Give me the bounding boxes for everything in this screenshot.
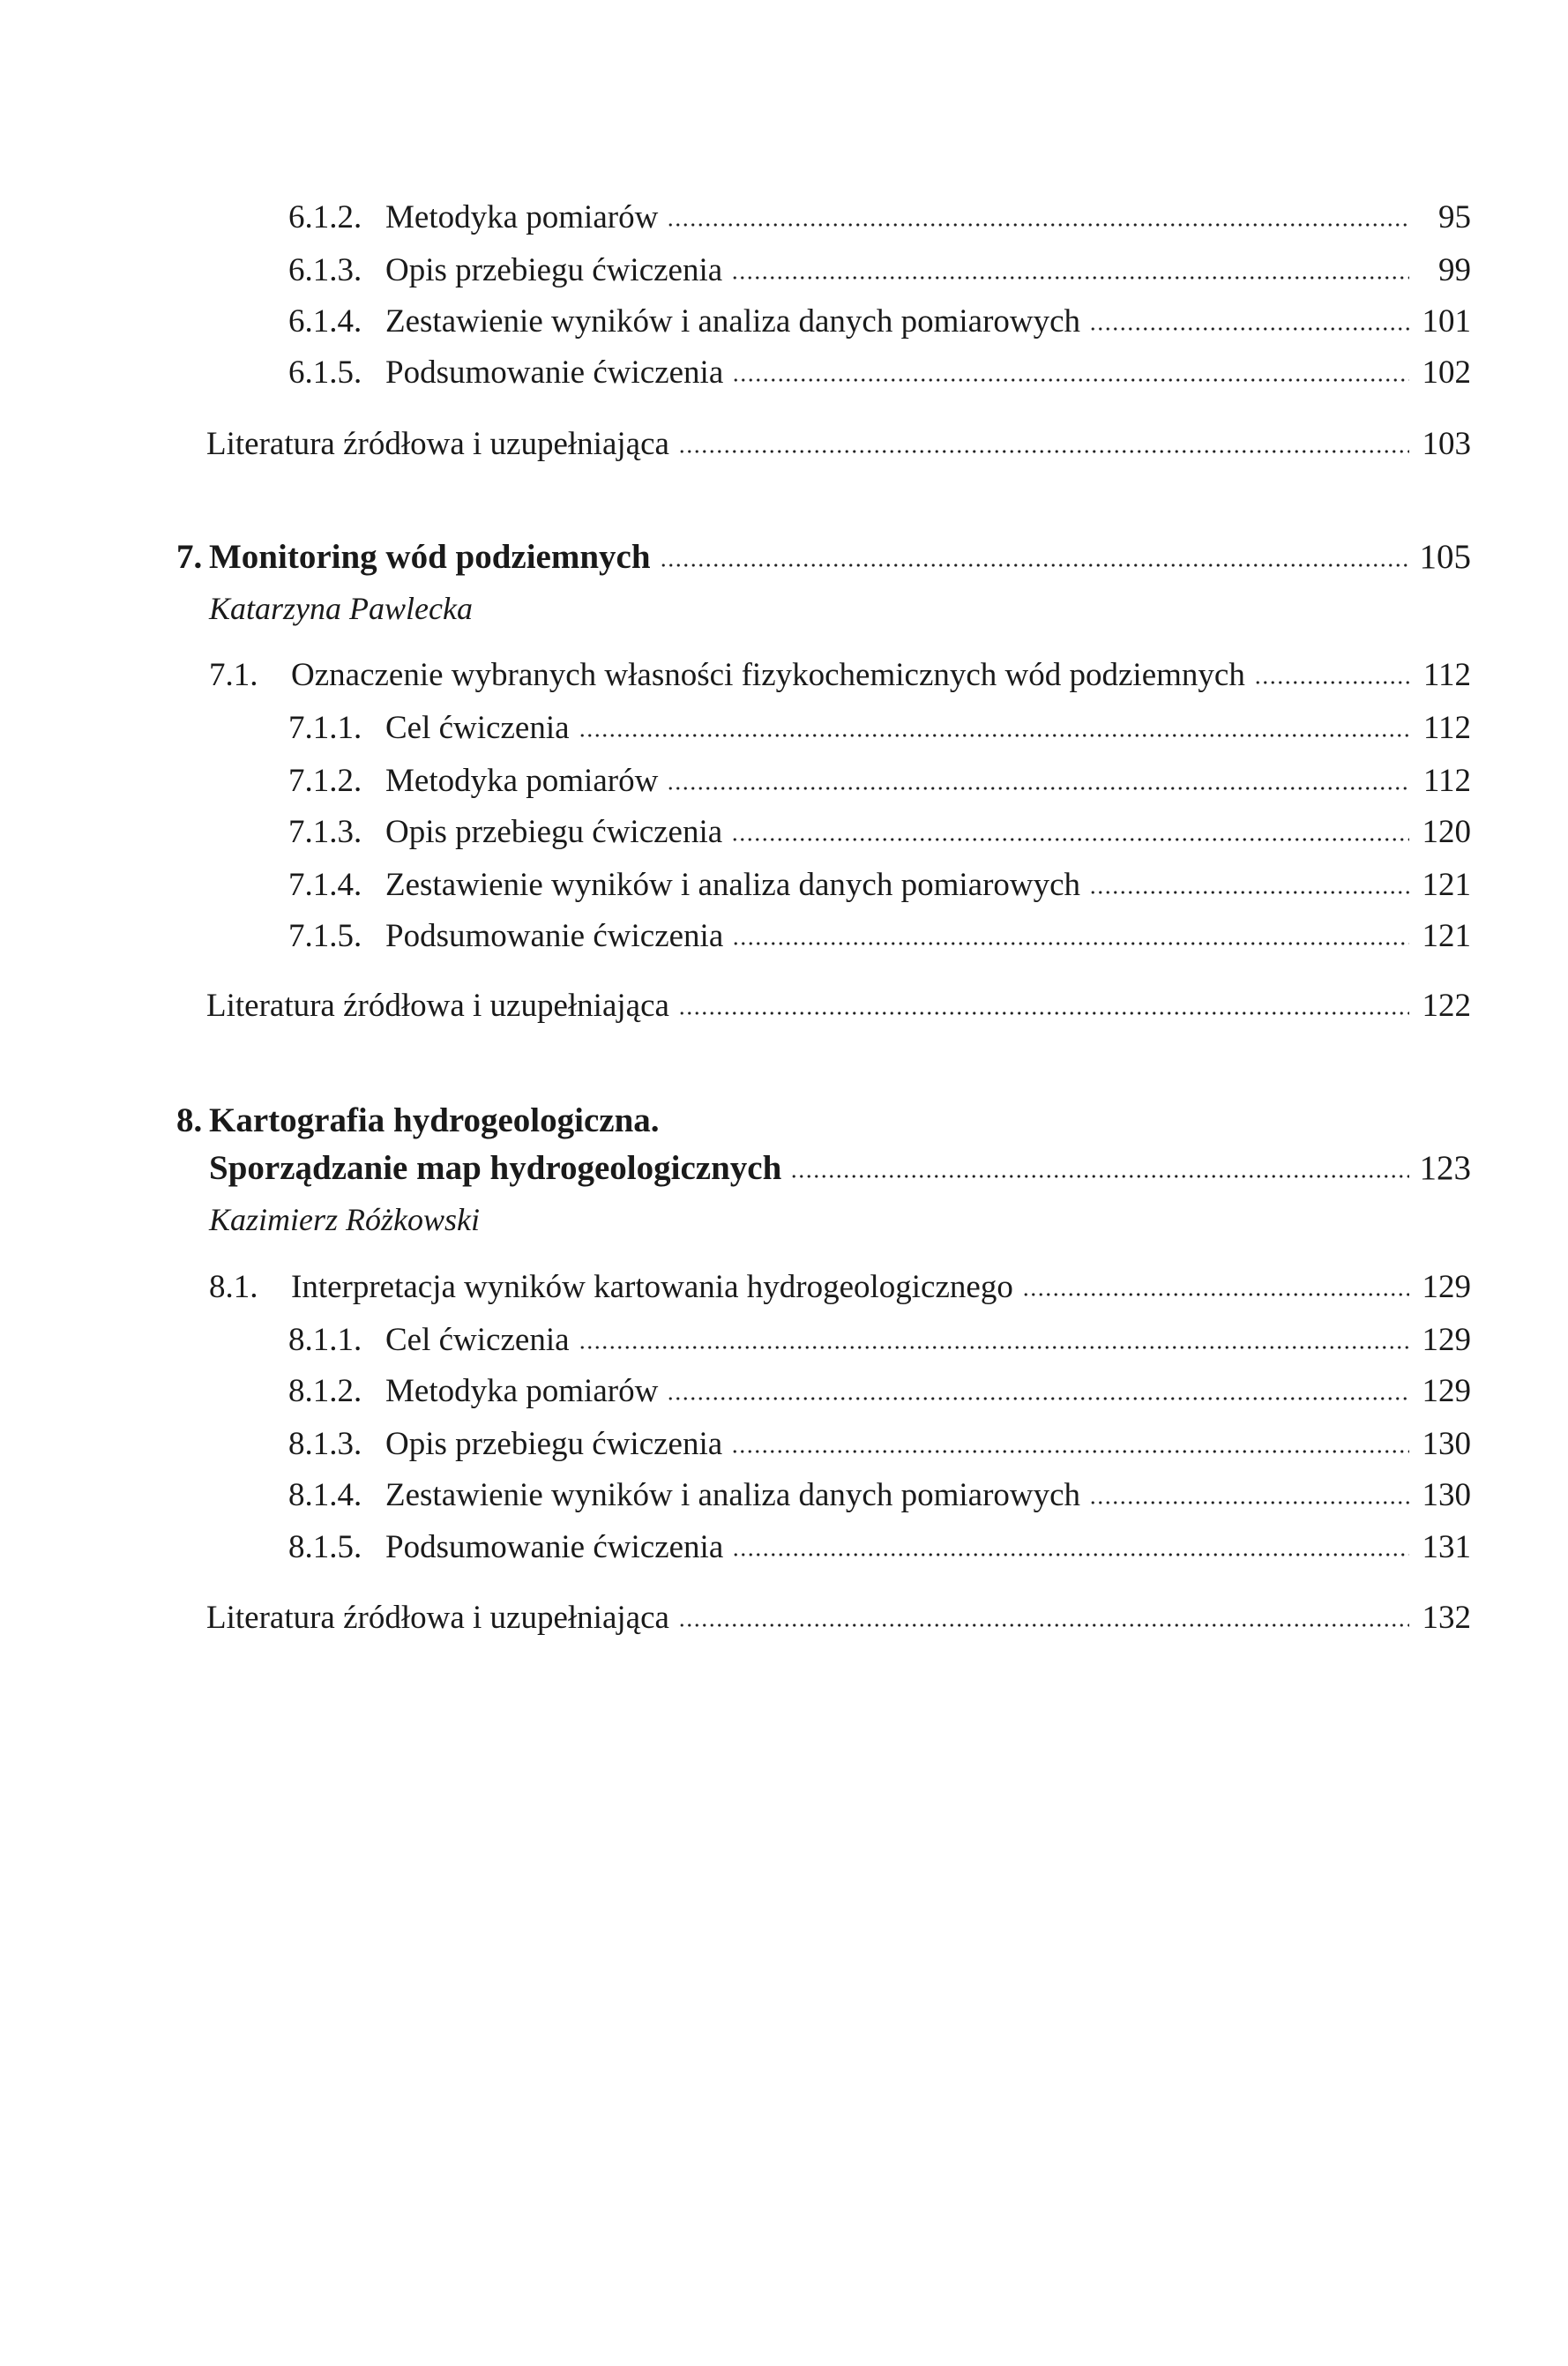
entry-title: Interpretacja wyników kartowania hydrogeologicznego bbox=[291, 1269, 1013, 1305]
toc-entry[interactable] bbox=[206, 425, 1471, 464]
page-number: 120 bbox=[1422, 814, 1471, 850]
page-number: 132 bbox=[1422, 1600, 1471, 1636]
dot-leader bbox=[579, 733, 1409, 738]
toc-entry[interactable] bbox=[206, 1599, 1471, 1638]
entry-title: Zestawienie wyników i analiza danych pomiarowych bbox=[385, 303, 1081, 340]
toc-entry[interactable] bbox=[288, 866, 1471, 905]
page-number: 130 bbox=[1422, 1477, 1471, 1513]
toc-entry[interactable] bbox=[209, 1149, 1471, 1188]
toc-entry[interactable] bbox=[209, 1268, 1471, 1307]
page-number: 105 bbox=[1419, 538, 1471, 576]
entry-title: Literatura źródłowa i uzupełniająca bbox=[206, 988, 669, 1024]
entry-title: Zestawienie wyników i analiza danych pomiarowych bbox=[385, 1477, 1081, 1513]
dot-leader bbox=[678, 1011, 1409, 1016]
entry-title: Literatura źródłowa i uzupełniająca bbox=[206, 1600, 669, 1636]
entry-title: Cel ćwiczenia bbox=[385, 710, 570, 746]
page-number: 102 bbox=[1422, 355, 1471, 391]
entry-title: Podsumowanie ćwiczenia bbox=[385, 355, 724, 391]
toc-entry[interactable] bbox=[288, 198, 1471, 237]
chapter-author: Kazimierz Różkowski bbox=[209, 1202, 481, 1237]
dot-leader bbox=[1089, 326, 1409, 332]
entry-number: 7. bbox=[176, 538, 203, 576]
page-number: 112 bbox=[1422, 763, 1471, 799]
entry-number: 8. bbox=[176, 1101, 203, 1139]
dot-leader bbox=[731, 837, 1409, 842]
toc-entry[interactable] bbox=[288, 813, 1471, 852]
page-number: 99 bbox=[1438, 252, 1471, 288]
toc-entry[interactable] bbox=[288, 251, 1471, 290]
page-number: 129 bbox=[1422, 1322, 1471, 1358]
entry-number: 6.1.4. bbox=[288, 303, 362, 340]
toc-entry[interactable] bbox=[288, 917, 1471, 956]
entry-title: Podsumowanie ćwiczenia bbox=[385, 918, 724, 954]
page-number: 123 bbox=[1419, 1149, 1471, 1187]
dot-leader bbox=[660, 563, 1409, 568]
dot-leader bbox=[1089, 890, 1409, 895]
toc-entry[interactable] bbox=[206, 987, 1471, 1026]
entry-number: 7.1.2. bbox=[288, 763, 362, 799]
entry-number: 6.1.2. bbox=[288, 199, 362, 235]
dot-leader bbox=[1254, 680, 1409, 685]
dot-leader bbox=[678, 1623, 1409, 1628]
entry-number: 7.1. bbox=[209, 657, 258, 693]
entry-title: Podsumowanie ćwiczenia bbox=[385, 1529, 724, 1565]
page-number: 129 bbox=[1422, 1269, 1471, 1305]
dot-leader bbox=[667, 1396, 1409, 1401]
toc-entry[interactable] bbox=[288, 1476, 1471, 1515]
page-number: 112 bbox=[1422, 710, 1471, 746]
dot-leader bbox=[790, 1174, 1409, 1179]
entry-title: Cel ćwiczenia bbox=[385, 1322, 570, 1358]
page-number: 122 bbox=[1422, 988, 1471, 1024]
toc-entry[interactable] bbox=[209, 656, 1471, 695]
toc-entry[interactable] bbox=[176, 538, 1471, 577]
dot-leader bbox=[667, 222, 1409, 228]
toc-entry[interactable] bbox=[288, 709, 1471, 748]
entry-number: 7.1.1. bbox=[288, 710, 362, 746]
chapter-author: Katarzyna Pawlecka bbox=[209, 591, 473, 626]
dot-leader bbox=[732, 941, 1409, 946]
entry-number: 7.1.3. bbox=[288, 814, 362, 850]
page-number: 121 bbox=[1422, 867, 1471, 903]
entry-number: 8.1.2. bbox=[288, 1373, 362, 1409]
entry-number: 7.1.5. bbox=[288, 918, 362, 954]
entry-number: 6.1.3. bbox=[288, 252, 362, 288]
page-number: 129 bbox=[1422, 1373, 1471, 1409]
dot-leader bbox=[579, 1345, 1409, 1350]
page-number: 103 bbox=[1422, 426, 1471, 462]
toc-entry[interactable] bbox=[288, 354, 1471, 392]
entry-title: Opis przebiegu ćwiczenia bbox=[385, 252, 723, 288]
entry-number: 6.1.5. bbox=[288, 355, 362, 391]
page-number: 112 bbox=[1422, 657, 1471, 693]
entry-number: 7.1.4. bbox=[288, 867, 362, 903]
entry-title: Literatura źródłowa i uzupełniająca bbox=[206, 426, 669, 462]
entry-title: Opis przebiegu ćwiczenia bbox=[385, 814, 723, 850]
entry-number: 8.1.3. bbox=[288, 1426, 362, 1462]
entry-title: Opis przebiegu ćwiczenia bbox=[385, 1426, 723, 1462]
dot-leader bbox=[678, 449, 1409, 454]
entry-title: Kartografia hydrogeologiczna. bbox=[209, 1101, 660, 1139]
entry-title: Metodyka pomiarów bbox=[385, 1373, 659, 1409]
dot-leader bbox=[731, 1449, 1409, 1454]
entry-number: 8.1. bbox=[209, 1269, 258, 1305]
dot-leader bbox=[667, 786, 1409, 791]
entry-title: Sporządzanie map hydrogeologicznych bbox=[209, 1149, 782, 1187]
entry-number: 8.1.5. bbox=[288, 1529, 362, 1565]
toc-entry[interactable] bbox=[288, 302, 1471, 341]
entry-title: Zestawienie wyników i analiza danych pomiarowych bbox=[385, 867, 1081, 903]
entry-title: Metodyka pomiarów bbox=[385, 199, 659, 235]
dot-leader bbox=[1022, 1292, 1409, 1297]
page-number: 130 bbox=[1422, 1426, 1471, 1462]
entry-title: Metodyka pomiarów bbox=[385, 763, 659, 799]
page-number: 131 bbox=[1422, 1529, 1471, 1565]
dot-leader bbox=[731, 275, 1409, 280]
dot-leader bbox=[732, 1552, 1409, 1557]
entry-number: 8.1.4. bbox=[288, 1477, 362, 1513]
entry-title: Monitoring wód podziemnych bbox=[209, 538, 651, 576]
entry-number: 8.1.1. bbox=[288, 1322, 362, 1358]
dot-leader bbox=[1089, 1500, 1409, 1505]
toc-entry[interactable] bbox=[176, 1101, 668, 1140]
dot-leader bbox=[732, 377, 1409, 383]
toc-entry[interactable] bbox=[288, 1321, 1471, 1360]
page-number: 121 bbox=[1422, 918, 1471, 954]
toc-entry[interactable] bbox=[288, 1425, 1471, 1464]
toc-entry[interactable] bbox=[288, 1372, 1471, 1411]
page-number: 95 bbox=[1438, 199, 1471, 235]
entry-title: Oznaczenie wybranych własności fizykochemicznych wód podziemnych bbox=[291, 657, 1245, 693]
toc-entry[interactable] bbox=[288, 1528, 1471, 1567]
toc-entry[interactable] bbox=[288, 762, 1471, 801]
page-number: 101 bbox=[1422, 303, 1471, 340]
